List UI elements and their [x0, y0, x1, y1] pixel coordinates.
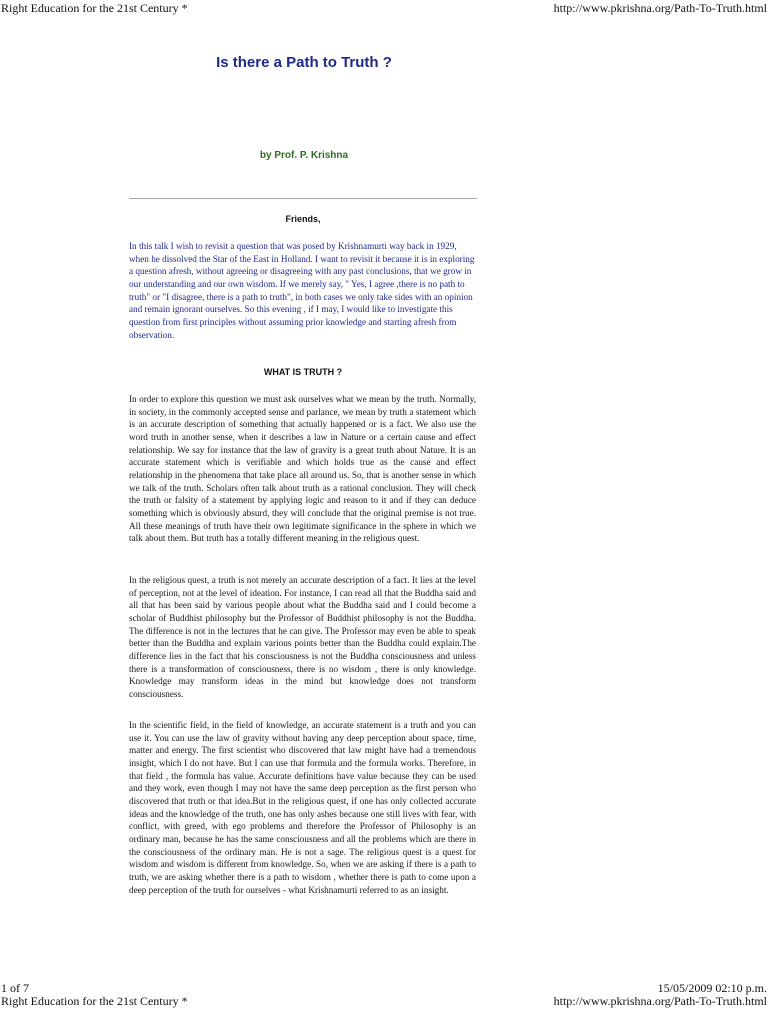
header-url: http://www.pkrishna.org/Path-To-Truth.html — [553, 1, 767, 15]
body-paragraph: In the religious quest, a truth is not merely an accurate description of a fact. It lies at the level of perception, not at the level of ideation. For instance, I can read all that the Buddha said and all that has been said by various people about what the Buddha said and I could become a scholar of Buddhist philosophy but the Professor of Buddhist philosophy is not the Buddha. The difference is not in the lectures that he can give. The Professor may even be able to speak better than the Buddha and explain various points better than the Buddha could explain.The difference lies in the fact that his consciousness is not the Buddha consciousness and unless there is a transformation of consciousness, there is no wisdom , there is only knowledge. Knowledge may transform ideas in the mind but knowledge does not transform consciousness. — [129, 575, 476, 699]
page-title: Is there a Path to Truth ? — [216, 54, 392, 71]
page-number: 1 of 7 — [1, 981, 29, 995]
intro-paragraph: In this talk I wish to revisit a question that was posed by Krishnamurti way back in 1929, when he dissolved the Star of the East in Holland. I want to revisit it because it is in exploring a question afresh, without agreeing or disagreeing with any past conclusions, that we grow in our understanding and our own wisdom. If we merely say, " Yes, I agree ,there is no path to truth" or "I disagree, there is a path to truth", in both cases we only take sides with an opinion and remain ignorant ourselves. So this evening , if I may, I would like to investigate this question from first principles without assuming prior knowledge and starting afresh from observation. — [129, 241, 475, 340]
author-byline: by Prof. P. Krishna — [259, 150, 349, 161]
footer-site-title: Right Education for the 21st Century * — [1, 994, 188, 1008]
print-timestamp: 15/05/2009 02:10 p.m. — [657, 981, 767, 995]
header-site-title: Right Education for the 21st Century * — [1, 1, 188, 15]
greeting-heading: Friends, — [285, 214, 321, 224]
footer-url: http://www.pkrishna.org/Path-To-Truth.html — [553, 994, 767, 1008]
body-paragraph: In the scientific field, in the field of knowledge, an accurate statement is a truth and you can use it. You can use the law of gravity without having any deep perception about space, time, matter and energy. The first scientist who discovered that law might have had a tremendous insight, which I do not have. But I can use that formula and the formula works. Therefore, in that field , the formula has value. Accurate definitions have value because they can be used and they work, even though I may not have the same deep perception as the first person who discovered that truth or that idea.But in the religious quest, if one has only collected accurate ideas and the knowledge of the truth, one has only ashes because one still lives with fear, with conflict, with greed, with ego problems and therefore the Professor of Philosophy is an ordinary man, because he has the same consciousness and all the problems which are there in the consciousness of the ordinary man. He is not a sage. The religious quest is a quest for wisdom and wisdom is different from knowledge. So, when we are asking if there is a path to truth, we are asking whether there is a path to wisdom , whether there is path to come upon a deep perception of the truth for ourselves - what Krishnamurti referred to as an insight. — [129, 720, 476, 895]
section-heading: WHAT IS TRUTH ? — [263, 367, 343, 377]
divider — [129, 198, 477, 199]
body-paragraph: In order to explore this question we must ask ourselves what we mean by the truth. Normally, in society, in the commonly accepted sense and parlance, we mean by truth a statement which is an accurate description of something that actually happened or is a fact. We also use the word truth in another sense, when it describes a law in Nature or a certain cause and effect relationship. We say for instance that the law of gravity is a great truth about Nature. It is an accurate statement which is verifiable and which holds true as the cause and effect relationship in the phenomena that take place all around us. So, that is another sense in which we talk of the truth. Scholars often talk about truth as a rational conclusion. They will check the truth or falsity of a statement by applying logic and reason to it and if they can deduce something which is obviously absurd, they will conclude that the original premise is not true. All these meanings of truth have their own legitimate significance in the sphere in which we talk about them. But truth has a totally different meaning in the religious quest. — [129, 394, 476, 544]
